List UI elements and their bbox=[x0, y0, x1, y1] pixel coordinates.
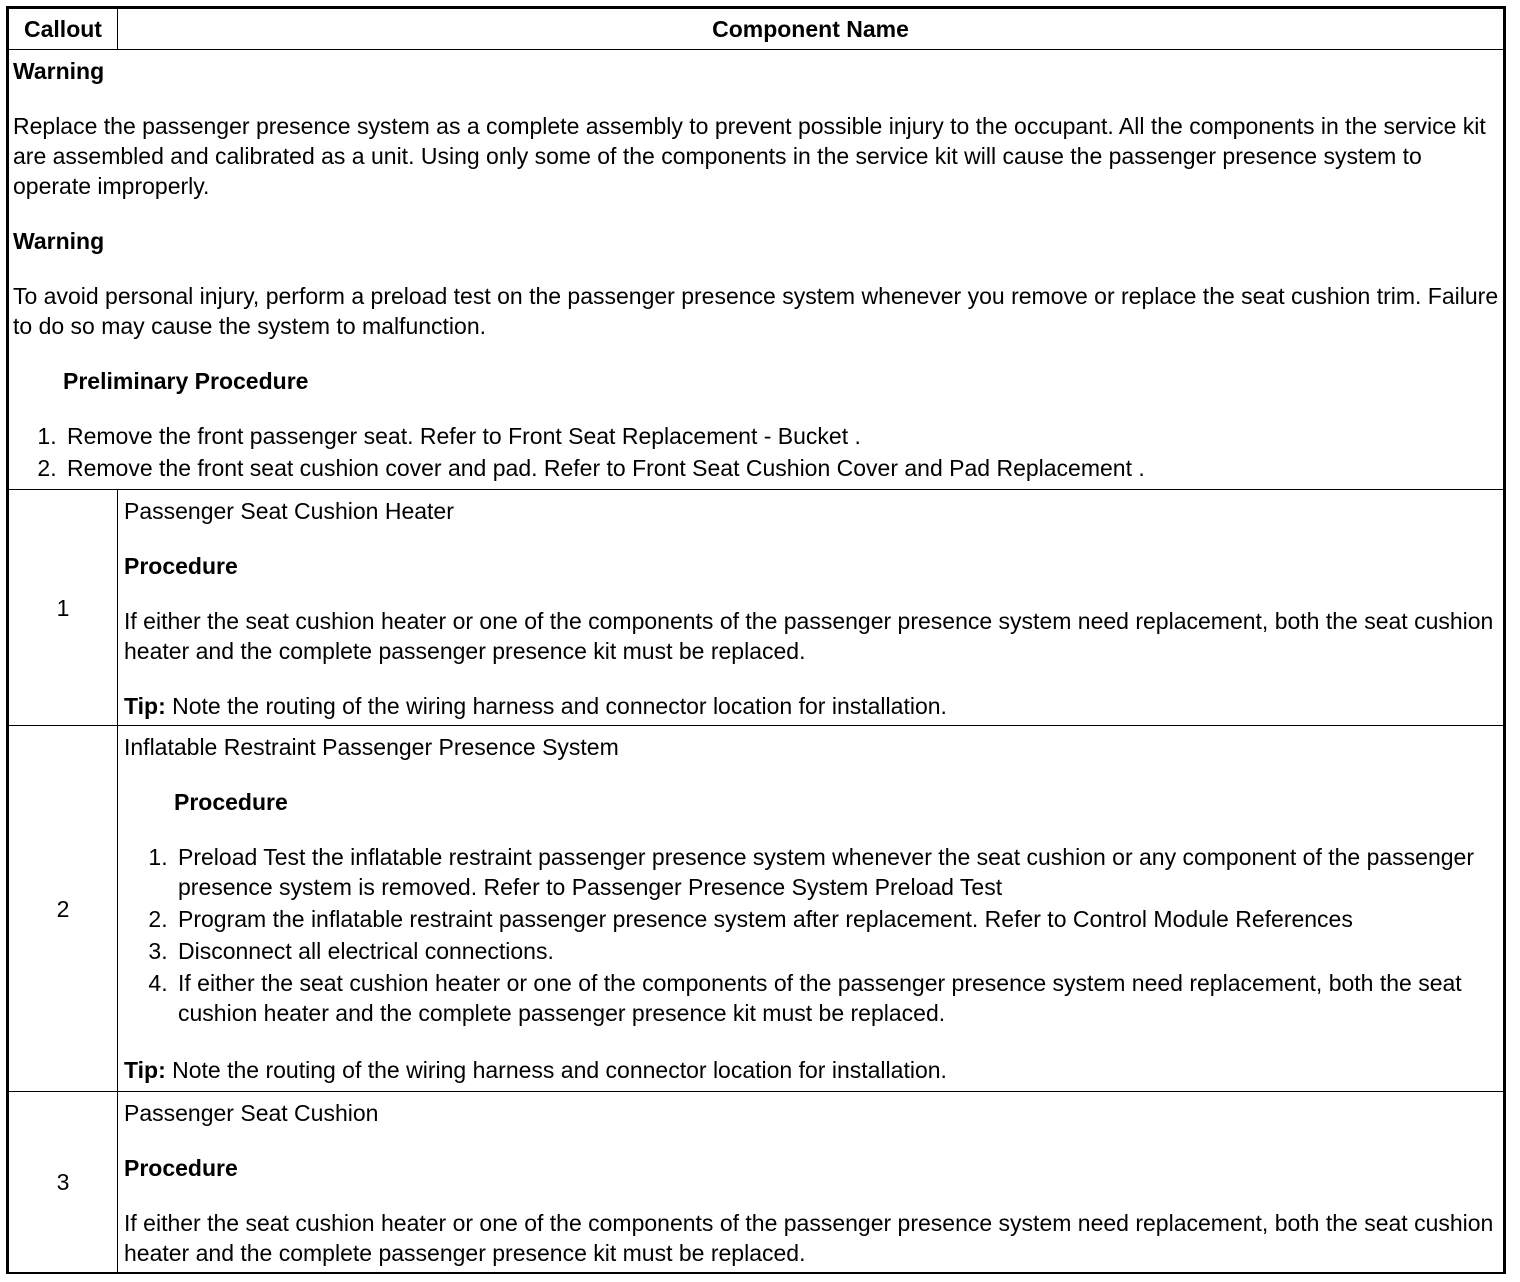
list-item: 1. Preload Test the inflatable restraint passenger presence system whenever the seat cushion or any component of the passenger presence system is removed. Refer to Passenger Presence System Preload Test bbox=[174, 842, 1497, 902]
list-item: 3. Disconnect all electrical connections. bbox=[174, 936, 1497, 966]
procedure-text: If either the seat cushion heater or one of the components of the passenger presence system need replacement, both the seat cushion heater and the complete passenger presence kit must be replaced. bbox=[124, 1210, 1494, 1266]
table-row bbox=[9, 490, 1504, 726]
table-row bbox=[9, 726, 1504, 1092]
list-item: 4. If either the seat cushion heater or one of the components of the passenger presence system need replacement, both the seat cushion heater and the complete passenger presence kit must be replaced. bbox=[174, 968, 1497, 1028]
component-cell bbox=[118, 490, 1504, 726]
callout-column-header: Callout bbox=[9, 9, 118, 50]
tip-label: Tip: bbox=[124, 693, 166, 719]
component-name-column-header: Component Name bbox=[118, 9, 1504, 50]
list-item: 2. Remove the front seat cushion cover and pad. Refer to Front Seat Cushion Cover and Pad Replacement . bbox=[63, 453, 1499, 483]
list-item: 2. Program the inflatable restraint passenger presence system after replacement. Refer to Control Module References bbox=[174, 904, 1497, 934]
intro-row bbox=[9, 50, 1504, 490]
table-row bbox=[9, 1092, 1504, 1273]
warning-text: To avoid personal injury, perform a preload test on the passenger presence system whenever you remove or replace the seat cushion trim. Failure to do so may cause the system to malfunction. bbox=[13, 283, 1499, 339]
procedure-title: Procedure bbox=[174, 789, 288, 815]
tip-text: Note the routing of the wiring harness and connector location for installation. bbox=[165, 1057, 947, 1083]
tip bbox=[124, 691, 1497, 721]
warning-text: Replace the passenger presence system as a complete assembly to prevent possible injury to the occupant. All the components in the service kit are assembled and calibrated as a unit. Using only some of the components in the service kit will cause the passenger presence system to operate improperly. bbox=[13, 113, 1486, 199]
component-table-frame bbox=[6, 6, 1506, 1274]
intro-cell bbox=[9, 50, 1504, 490]
preliminary-steps-list bbox=[13, 421, 1499, 483]
component-name: Passenger Seat Cushion bbox=[124, 1100, 379, 1126]
procedure-title: Procedure bbox=[124, 1155, 238, 1181]
component-name: Passenger Seat Cushion Heater bbox=[124, 498, 454, 524]
tip-text: Note the routing of the wiring harness and connector location for installation. bbox=[165, 693, 947, 719]
component-cell bbox=[118, 726, 1504, 1092]
procedure-text: If either the seat cushion heater or one of the components of the passenger presence system need replacement, both the seat cushion heater and the complete passenger presence kit must be replaced. bbox=[124, 608, 1494, 664]
component-cell bbox=[118, 1092, 1504, 1273]
callout-number: 1 bbox=[9, 490, 118, 726]
table-header-row bbox=[9, 9, 1504, 50]
component-table bbox=[8, 8, 1504, 1273]
callout-number: 2 bbox=[9, 726, 118, 1092]
warning-title: Warning bbox=[13, 228, 105, 254]
procedure-steps-list bbox=[124, 842, 1497, 1028]
callout-number: 3 bbox=[9, 1092, 118, 1273]
component-name: Inflatable Restraint Passenger Presence System bbox=[124, 734, 619, 760]
tip bbox=[124, 1055, 1497, 1085]
list-item: 1. Remove the front passenger seat. Refer to Front Seat Replacement - Bucket . bbox=[63, 421, 1499, 451]
preliminary-procedure-title: Preliminary Procedure bbox=[63, 368, 309, 394]
tip-label: Tip: bbox=[124, 1057, 166, 1083]
procedure-title: Procedure bbox=[124, 553, 238, 579]
warning-title: Warning bbox=[13, 58, 105, 84]
